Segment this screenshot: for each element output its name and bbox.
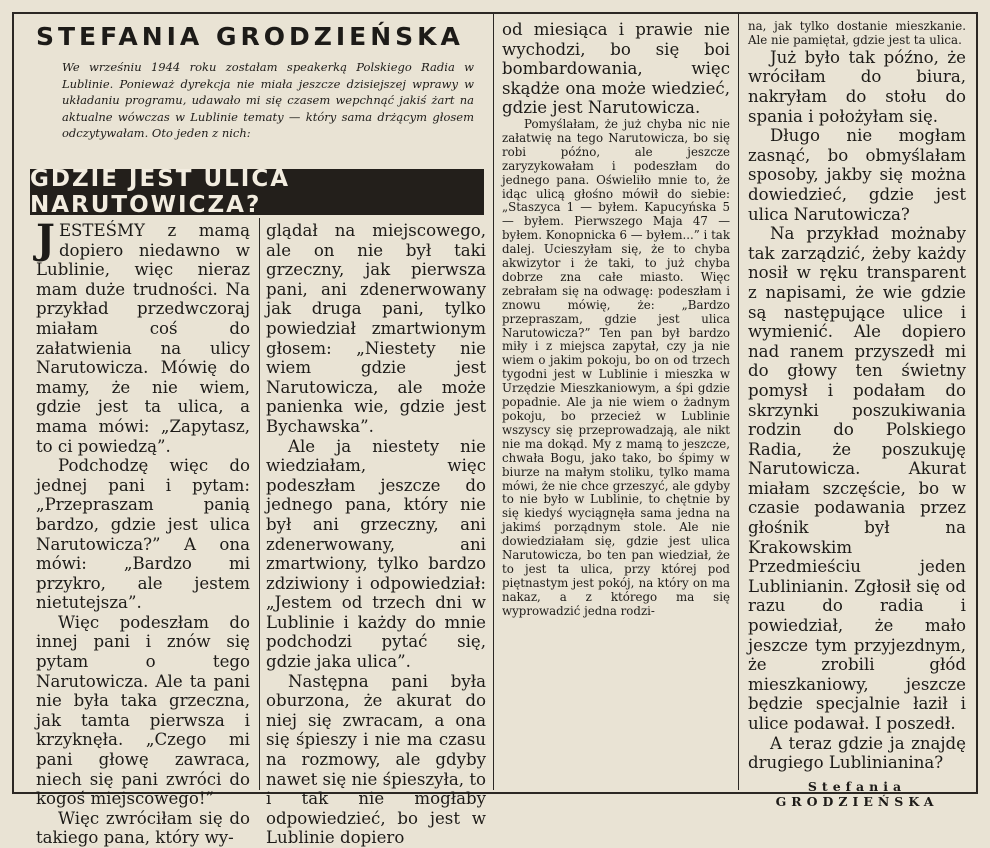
paragraph: A teraz gdzie ja znajdę drugiego Lublinianina?: [748, 733, 966, 773]
paragraph: Więc podeszłam do innej pani i znów się pytam o tego Narutowicza. Ale ta pani nie była taka grzeczna, jak tamta pierwsza i krzyknęła. „Czego mi pani głowę zawraca, niech się pani zwróci do kogoś miejscowego!”: [36, 612, 250, 809]
paragraph: Następna pani była oburzona, że akurat do niej się zwracam, a ona się śpieszy i nie ma czasu na rozmowy, ale gdyby nawet się nie śpieszyła, to i tak nie mogłaby odpowiedzieć, bo jest w Lublinie dopiero: [266, 671, 486, 848]
column-rule: [493, 14, 494, 790]
drop-cap: J: [36, 216, 55, 263]
paragraph: od miesiąca i prawie nie wychodzi, bo się boi bombardowania, więc skądże ona może wiedzieć, gdzie jest Narutowicza.: [502, 20, 730, 118]
article-column-4: [748, 19, 966, 809]
paragraph: Ale ja niestety nie wiedziałam, więc podeszłam jeszcze do jednego pana, który nie był ani grzeczny, ani zdenerwowany, ani zmartwiony, tylko bardzo zdziwiony i odpowiedział: „Jestem od trzech dni w Lublinie i każdy do mnie podchodzi pytać się, gdzie jaka ulica”.: [266, 436, 486, 672]
paragraph-small: na, jak tylko dostanie mieszkanie. Ale nie pamiętał, gdzie jest ta ulica.: [748, 19, 966, 47]
paragraph: glądał na miejscowego, ale on nie był taki grzeczny, jak pierwsza pani, ani zdenerwowany jak druga pani, tylko powiedział zmartwionym głosem: „Niestety nie wiem gdzie jest Narutowicza, ale może panienka wie, gdzie jest Bychawska”.: [266, 221, 486, 436]
article-column-3: [502, 20, 730, 786]
column-rule: [259, 218, 260, 790]
intro-paragraph: We wrześniu 1944 roku zostałam speakerką Polskiego Radia w Lublinie. Ponieważ dyrekcja nie miała jeszcze dzisiejszej wprawy w układaniu programu, udawało mi się czasem wepchnąć jakiś żart na aktualne wówczas w Lublinie tematy — który sama drżącym głosem odczytywałam. Oto jeden z nich:: [62, 60, 474, 140]
paragraph: Na przykład możnaby tak zarządzić, żeby każdy nosił w ręku transparent z napisami, że wie gdzie są następujące ulice i wymienić. Ale dopiero nad ranem przyszedł mi do głowy ten świetny pomysł i podałam do skrzynki poszukiwania rodzin do Polskiego Radia, że poszukuję Narutowicza. Akurat miałam szczęście, bo w czasie podawania przez głośnik był na Krakowskim Przedmieściu jeden Lublinianin. Zgłosił się od razu do radia i powiedział, że mało jeszcze tym przyjezdnym, że zrobili głód mieszkaniowy, jeszcze będzie specjalnie łaził i ulice podawał. I poszedł.: [748, 224, 966, 733]
paragraph: Podchodzę więc do jednej pani i pytam: „Przepraszam panią bardzo, gdzie jest ulica Narutowicza?” A ona mówi: „Bardzo mi przykro, ale jestem nietutejsza”.: [36, 456, 250, 613]
article-column-2: [266, 221, 486, 848]
article-title: GDZIE JEST ULICA NARUTOWICZA?: [30, 169, 484, 215]
column-rule: [738, 14, 739, 790]
signature-last-name: GRODZIEŃSKA: [775, 793, 939, 809]
paragraph: JESTEŚMY z mamą dopiero niedawno w Lublinie, więc nieraz mam duże trudności. Na przykład przedwczoraj miałam coś do załatwienia na ulicy Narutowicza. Mówię do mamy, że nie wiem, gdzie jest ta ulica, a mama mówi: „Zapytasz, to ci powiedzą”.: [36, 216, 250, 456]
article-column-1: [36, 216, 250, 848]
paragraph: Już było tak późno, że wróciłam do biura, nakryłam do stołu do spania i położyłam się.: [748, 47, 966, 126]
paragraph: Długo nie mogłam zasnąć, bo obmyślałam sposoby, jakby się można dowiedzieć, gdzie jest ulica Narutowicza?: [748, 126, 966, 224]
signature-first-name: Stefania: [807, 778, 907, 794]
author-heading: STEFANIA GRODZIEŃSKA: [36, 22, 464, 51]
paragraph: Więc zwróciłam się do takiego pana, który wy-: [36, 808, 250, 848]
paragraph-small: Pomyślałam, że już chyba nic nie załatwię na tego Narutowicza, bo się robi późno, ale jeszcze zaryzykowałam i podeszłam do jednego pana. Oświeliło mnie to, że idąc ulicą głośno mówił do siebie: „Staszyca 1 — byłem. Kapucyńska 5 — byłem. Pierwszego Maja 47 — byłem. Konopnicka 6 — byłem...” i tak dalej. Ucieszyłam się, że to chyba akwizytor i że taki, to już chyba dobrze zna całe miasto. Więc zebrałam się na odwagę: podeszłam i znowu mówię, że: „Bardzo przepraszam, gdzie jest ulica Narutowicza?” Ten pan był bardzo miły i z miejsca zapytał, czy ja nie wiem o jakim pokoju, bo on od trzech tygodni jest w Lublinie i mieszka w Urzędzie Mieszkaniowym, a śpi gdzie popadnie. Ale ja nie wiem o żadnym pokoju, bo przecież w Lublinie wszyscy się przeprowadzają, ale nikt nie ma dokąd. My z mamą to jeszcze, chwała Bogu, jako tako, bo śpimy w biurze na małym stoliku, tylko mama mówi, że nie chce grzeszyć, ale gdyby to nie było w Lublinie, to chętnie by się kiedyś wyciągnęła sama jedna na jakimś porządnym stole. Ale nie dowiedziałam się, gdzie jest ulica Narutowicza, bo ten pan wiedział, że to jest ta ulica, przy której pod piętnastym jest pokój, na który on ma nakaz, a z którego ma się wyprowadzić jedna rodzi-: [502, 116, 730, 618]
